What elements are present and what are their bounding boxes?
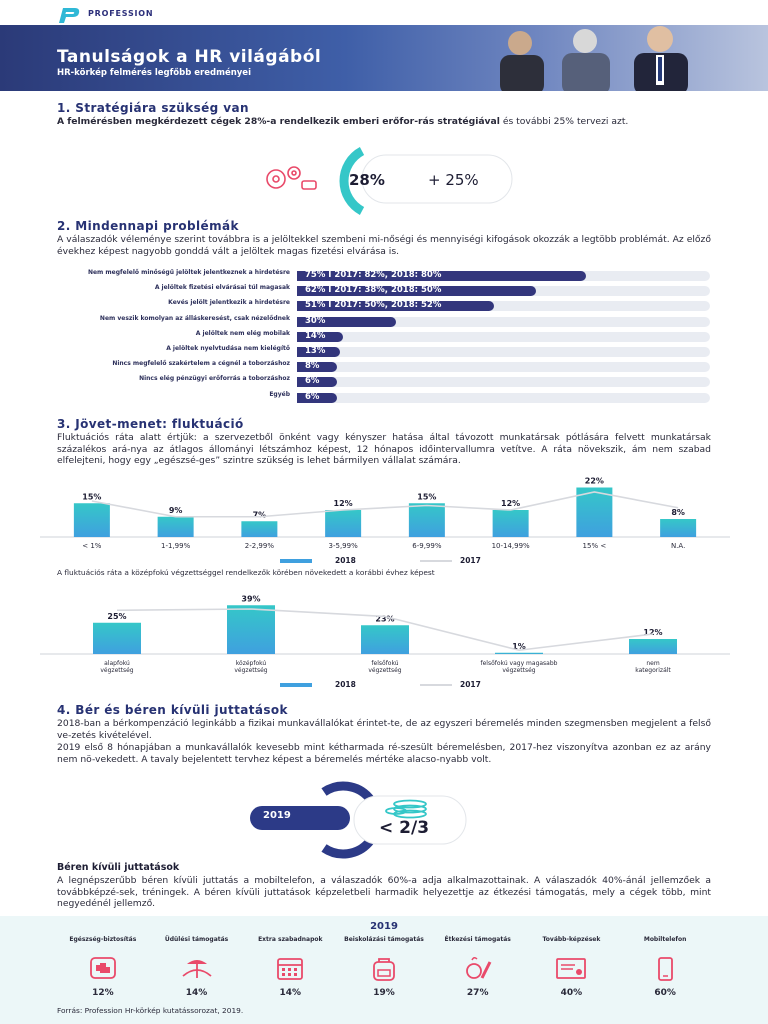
bar-value-label: 9% <box>168 505 183 515</box>
benefit-item <box>337 936 431 1006</box>
bar-value-label: 8% <box>671 508 685 517</box>
legend-label-2017: 2017 <box>460 556 481 565</box>
category-label: 15% < <box>582 542 607 550</box>
strategy-gauge <box>250 143 520 215</box>
benefit-value: 14% <box>185 988 208 998</box>
problem-value: 62% I 2017: 38%, 2018: 50% <box>305 285 442 296</box>
bar-value-label: 15% <box>417 492 437 502</box>
problem-value: 8% <box>305 361 320 372</box>
category-label: alapfokú <box>104 660 130 667</box>
bar-value-label: 23% <box>375 614 395 624</box>
mobile-phone-icon <box>645 954 685 982</box>
raise-year: 2019 <box>263 810 291 821</box>
benefit-item <box>243 936 337 1006</box>
food-icon <box>458 954 498 982</box>
bar-value-label: 12% <box>501 499 521 508</box>
problem-value: 6% <box>305 391 320 402</box>
category-label: végzettség <box>100 667 134 674</box>
problem-label: A jelöltek fizetési elvárásai túl magasak <box>154 284 290 292</box>
benefit-text: A legnépszerűbb béren kívüli juttatás a mobiltelefon, a válaszadók 60%-a adja alkalmazottainak. A válaszadók 40%-ánál jellemzőek a továbbképzé-sek, tréningek. A béren kívüli juttatások képzeletbeli harmadik helyezettje az étkezési támogatás, mely a cégek több, mint negyedénél jellemző. <box>57 875 711 910</box>
bar-2018 <box>74 503 110 537</box>
benefit-item <box>618 936 712 1006</box>
bar-2018 <box>227 605 275 654</box>
benefit-value: 27% <box>466 988 489 998</box>
profession-logo-icon[interactable] <box>57 6 81 24</box>
bar-value-label: 25% <box>107 611 127 621</box>
section-1-title: 1. Stratégiára szükség van <box>57 101 249 115</box>
problem-label: Kevés jelölt jelentkezik a hirdetésre <box>168 299 290 307</box>
problem-value: 75% I 2017: 82%, 2018: 80% <box>305 270 442 280</box>
problem-value: 6% <box>305 376 320 387</box>
problem-value: 51% I 2017: 50%, 2018: 52% <box>305 300 442 311</box>
bar-value-label: 1% <box>512 641 526 651</box>
benefit-label: Tovább-képzések <box>542 936 601 943</box>
bar-2018 <box>93 623 141 654</box>
calendar-icon <box>270 954 310 982</box>
problem-label: Nincs elég pénzügyi erőforrás a toborzáshoz <box>139 375 290 383</box>
bar-2018 <box>361 625 409 654</box>
hero-subtitle: HR-körkép felmérés legfőbb eredményei <box>57 68 251 78</box>
legend-label-2018: 2018 <box>335 680 356 689</box>
benefit-label: Étkezési támogatás <box>444 936 511 943</box>
benefit-label: Egészség-biztosítás <box>69 936 137 943</box>
certificate-icon <box>551 954 591 982</box>
benefits-year: 2019 <box>370 921 398 932</box>
benefit-label: Mobiltelefon <box>643 936 687 943</box>
section-1-text <box>57 116 711 128</box>
benefit-item <box>150 936 244 1006</box>
problem-label: Egyéb <box>269 390 290 398</box>
gear-money-icon <box>267 167 316 189</box>
education-fluctuation-chart <box>40 592 730 692</box>
bar-value-label: 12% <box>643 628 663 637</box>
problem-bar-track <box>297 332 710 342</box>
section-2-text: A válaszadók véleménye szerint továbbra is a jelöltekkel szembeni mi-nőségi és mennyiségi kifogások okozzák a legtöbb problémát. Az előző évekhez képest nagyobb gonddá vált a jelöltek magas fizetési elvárása is. <box>57 234 711 257</box>
source-note: Forrás: Profession Hr-körkép kutatássorozat, 2019. <box>57 1006 244 1015</box>
section-3-text: Fluktuációs ráta alatt értjük: a szervezetből önként vagy kényszer hatása által távozott munkatársak pótlására felvett munkatársak százalékos ará-nya az átlagos állományi létszámhoz képest, 12 hónapos időintervallumra vetítve. A ráta növekszik, ám nem szabad elfelejteni, hogy egy „egészsé-ges” szintre szükség is lehet bármilyen vállalat számára. <box>57 432 711 467</box>
bar-2018 <box>629 639 677 654</box>
benefit-title: Béren kívüli juttatások <box>57 862 180 873</box>
fluctuation-chart <box>40 475 730 570</box>
problem-value: 14% <box>305 330 326 341</box>
benefits-row <box>56 936 712 1006</box>
problem-label: Nem veszik komolyan az álláskeresést, csak nézelődnek <box>99 314 290 322</box>
health-cross-icon <box>83 954 123 982</box>
category-label: N.A. <box>670 542 686 550</box>
bar-value-label: 12% <box>333 499 353 508</box>
section-4-text-2: 2019 első 8 hónapjában a munkavállalók kevesebb mint kétharmada ré-szesült béremelésben, 2017-hez viszonyítva azonban ez az arány nem nö-vekedett. A tavaly bejelentett tervhez képest a béremelés mértéke alacso-nyabb volt. <box>57 742 711 765</box>
legend-swatch-2018 <box>280 559 312 563</box>
bar-2018 <box>409 503 445 537</box>
category-label: végzettség <box>368 667 402 674</box>
problem-label: Nincs megfelelő szakértelem a cégnél a toborzáshoz <box>112 360 290 368</box>
school-bag-icon <box>364 954 404 982</box>
bar-2018 <box>493 510 529 537</box>
category-label: 6-9,99% <box>412 542 442 550</box>
problem-bar-track <box>297 362 710 372</box>
bar-2018 <box>158 517 194 537</box>
beach-icon <box>177 954 217 982</box>
bar-value-label: 7% <box>252 510 267 520</box>
brand-name: PROFESSION <box>88 9 154 18</box>
section-1-text-rest: és további 25% tervezi azt. <box>499 116 629 127</box>
benefit-label: Extra szabadnapok <box>258 936 323 943</box>
section-3-title: 3. Jövet-menet: fluktuáció <box>57 417 244 431</box>
problem-label: Nem megfelelő minőségű jelöltek jelentkeznek a hirdetésre <box>87 269 290 276</box>
legend-label-2018: 2018 <box>335 556 356 565</box>
legend-swatch-2018 <box>280 683 312 687</box>
category-label: 2-2,99% <box>244 542 274 550</box>
section-4-title: 4. Bér és béren kívüli juttatások <box>57 703 288 717</box>
section-2-title: 2. Mindennapi problémák <box>57 219 239 233</box>
problem-bar-track <box>297 347 710 357</box>
bar-value-label: 22% <box>584 476 604 486</box>
bar-2018 <box>241 521 277 537</box>
category-label: 1-1,99% <box>161 542 191 550</box>
category-label: 10-14,99% <box>491 542 530 550</box>
legend-label-2017: 2017 <box>460 680 481 689</box>
benefit-value: 40% <box>560 988 583 998</box>
benefit-item <box>525 936 619 1006</box>
category-label: középfokú <box>235 660 267 667</box>
benefit-label: Üdülési támogatás <box>164 936 229 943</box>
bar-value-label: 39% <box>241 594 261 604</box>
strategy-value-extra: + 25% <box>428 171 479 189</box>
problem-bar-track <box>297 393 710 403</box>
category-label: végzettség <box>234 667 268 674</box>
bar-value-label: 15% <box>82 492 102 502</box>
category-label: nem <box>646 660 660 667</box>
benefit-label: Beiskolázási támogatás <box>344 936 424 943</box>
raise-value: < 2/3 <box>379 818 430 838</box>
benefit-value: 14% <box>279 988 302 998</box>
section-4-text-1: 2018-ban a bérkompenzáció leginkább a fizikai munkavállalókat érintet-te, de az egyszeri béremelés minden szegmensben megjelent a felső ve-zetés kivételével. <box>57 718 711 741</box>
category-label: 3-5,99% <box>328 542 358 550</box>
category-label: kategorizált <box>635 667 671 674</box>
benefit-item <box>56 936 150 1006</box>
problem-value: 30% <box>305 315 326 326</box>
category-label: végzettség <box>502 667 536 674</box>
fluctuation-note: A fluktuációs ráta a középfokú végzettséggel rendelkezők körében növekedett a korábbi évhez képest <box>57 568 435 577</box>
bar-2018 <box>325 510 361 537</box>
problem-label: A jelöltek nem elég mobilak <box>195 329 290 337</box>
problem-label: A jelöltek nyelvtudása nem kielégítő <box>166 345 290 352</box>
benefit-item <box>431 936 525 1006</box>
section-1-text-bold: A felmérésben megkérdezett cégek 28%-a rendelkezik emberi erőfor-rás stratégiával <box>57 116 500 127</box>
strategy-value-main: 28% <box>349 171 385 189</box>
problems-bar-chart <box>0 270 768 405</box>
bar-2018 <box>495 653 543 654</box>
benefit-value: 60% <box>654 988 676 998</box>
benefit-value: 19% <box>373 988 395 998</box>
category-label: felsőfokú vagy magasabb <box>480 660 558 667</box>
problem-value: 13% <box>305 346 326 356</box>
problem-bar-track <box>297 377 710 387</box>
category-label: < 1% <box>82 542 102 550</box>
hero-title: Tanulságok a HR világából <box>57 47 322 67</box>
category-label: felsőfokú <box>371 660 399 667</box>
benefit-value: 12% <box>92 988 114 998</box>
bar-2018 <box>660 519 696 537</box>
